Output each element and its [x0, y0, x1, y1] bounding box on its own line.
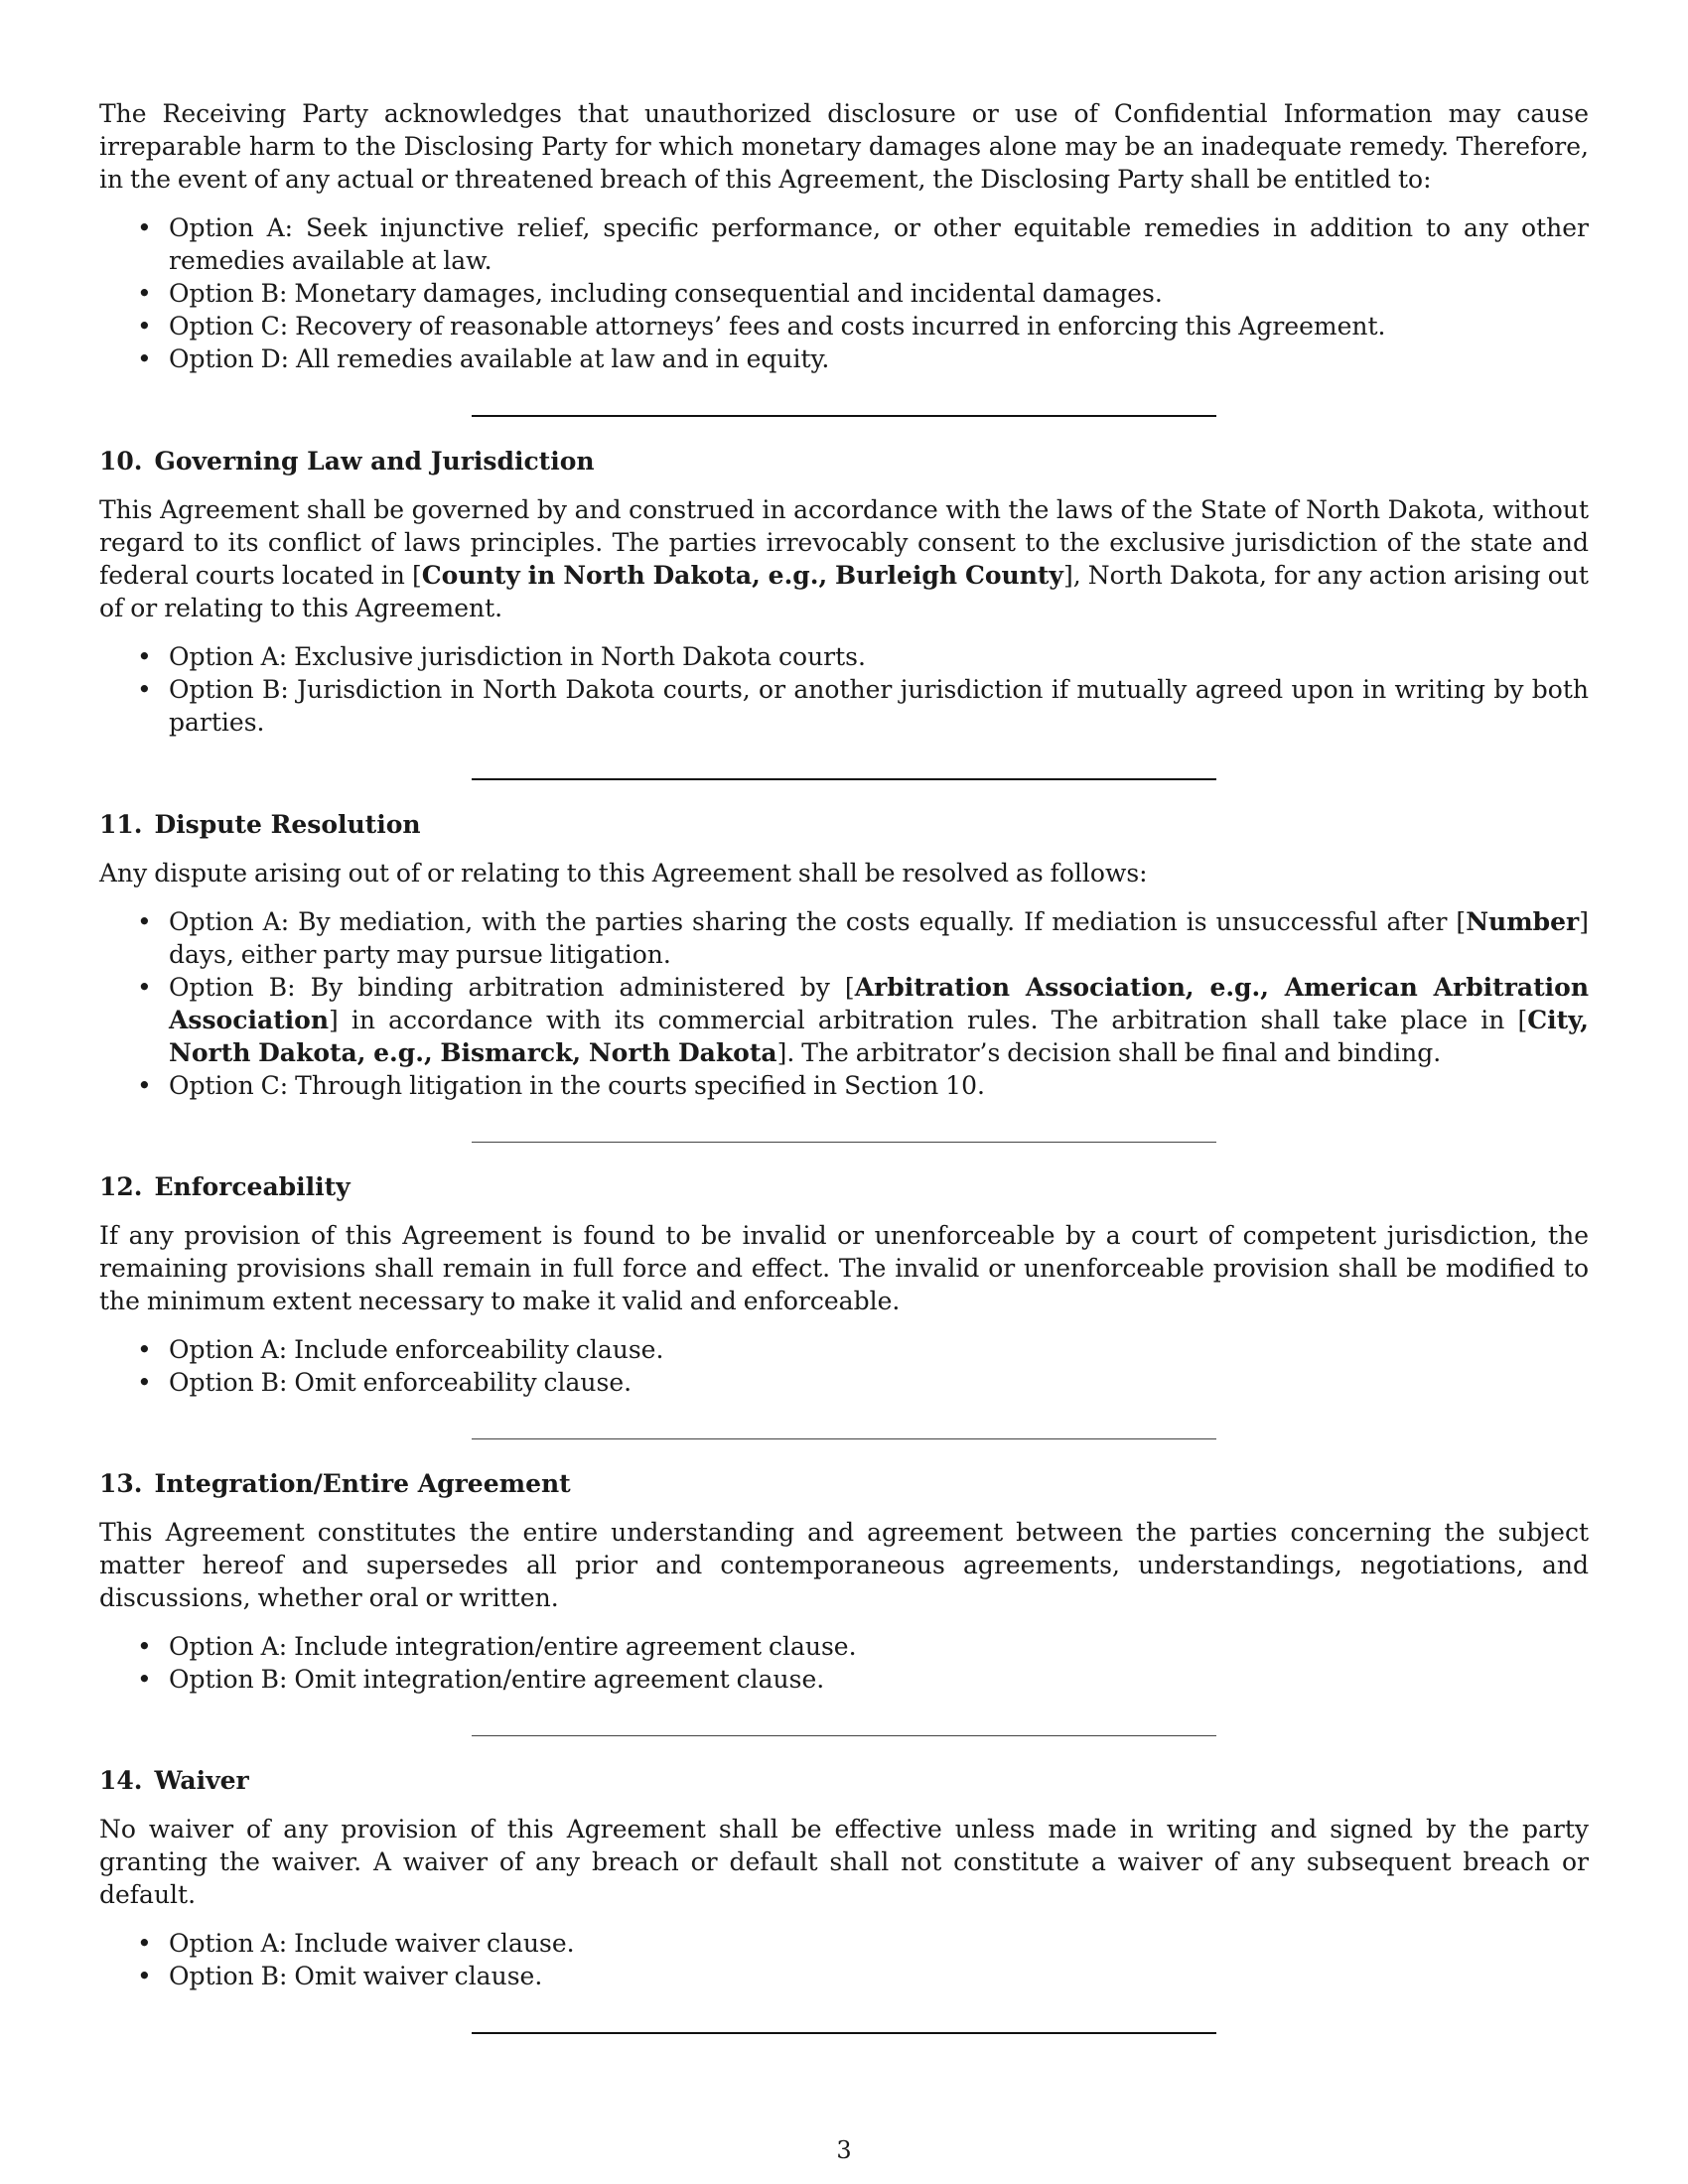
- section-11-options: [99, 905, 1589, 1102]
- bullet-icon: •: [137, 1665, 152, 1694]
- list-item: • Option B: Omit enforceability clause.: [137, 1368, 633, 1397]
- bullet-icon: •: [137, 642, 152, 671]
- list-item: • Option B: Jurisdiction in North Dakota courts, or another jurisdiction if mutually agreed upon in writing by both parties.: [137, 675, 1589, 737]
- section-12-options: [99, 1333, 1589, 1399]
- list-item: • Option A: Exclusive jurisdiction in North Dakota courts.: [137, 642, 866, 671]
- list-item: • Option A: Include enforceability clause.: [137, 1335, 664, 1364]
- list-item: • Option D: All remedies available at law and in equity.: [137, 344, 830, 373]
- section-heading-10: 10. Governing Law and Jurisdiction: [99, 447, 595, 476]
- bullet-icon: •: [137, 279, 152, 308]
- section-divider: [472, 1735, 1216, 1736]
- bullet-icon: •: [137, 213, 152, 242]
- section-heading-12: 12. Enforceability: [99, 1172, 351, 1201]
- section-10-options: [99, 640, 1589, 739]
- bullet-icon: •: [137, 1929, 152, 1958]
- section-divider: [472, 415, 1216, 417]
- section-13-options: [99, 1630, 1589, 1696]
- remedies-options: [99, 211, 1589, 375]
- bullet-icon: •: [137, 675, 152, 704]
- list-item: • Option C: Recovery of reasonable attorneys’ fees and costs incurred in enforcing this Agreement.: [137, 312, 1386, 341]
- section-13-paragraph: This Agreement constitutes the entire understanding and agreement between the parties concerning the subject matter hereof and supersedes all prior and contemporaneous agreements, understandings, negotiations, and discussions, whether oral or written.: [99, 1518, 1589, 1612]
- bullet-icon: •: [137, 344, 152, 373]
- list-item: • Option C: Through litigation in the courts specified in Section 10.: [137, 1071, 985, 1100]
- list-item: • Option A: Seek injunctive relief, specific performance, or other equitable remedies in addition to any other remedies available at law.: [137, 213, 1589, 275]
- bullet-icon: •: [137, 1335, 152, 1364]
- list-item: • Option A: By mediation, with the parties sharing the costs equally. If mediation is unsuccessful after [Number] days, either party may pursue litigation.: [137, 907, 1589, 969]
- list-item: • Option A: Include waiver clause.: [137, 1929, 575, 1958]
- section-divider: [472, 1438, 1216, 1439]
- section-12-paragraph: If any provision of this Agreement is found to be invalid or unenforceable by a court of competent jurisdiction, the remaining provisions shall remain in full force and effect. The invalid or unenforceable provision shall be modified to the minimum extent necessary to make it valid and enforceable.: [99, 1221, 1589, 1315]
- section-divider: [472, 2032, 1216, 2034]
- remedies-paragraph: The Receiving Party acknowledges that unauthorized disclosure or use of Confidential Information may cause irreparable harm to the Disclosing Party for which monetary damages alone may be an inadequate remedy. Therefore, in the event of any actual or threatened breach of this Agreement, the Disclosing Party shall be entitled to:: [99, 99, 1589, 194]
- bullet-icon: •: [137, 973, 152, 1002]
- section-heading-14: 14. Waiver: [99, 1766, 249, 1795]
- bullet-icon: •: [137, 1632, 152, 1661]
- section-14-options: [99, 1927, 1589, 1992]
- bullet-icon: •: [137, 312, 152, 341]
- bullet-icon: •: [137, 1962, 152, 1990]
- section-heading-11: 11. Dispute Resolution: [99, 810, 421, 839]
- section-14-paragraph: No waiver of any provision of this Agreement shall be effective unless made in writing and signed by the party granting the waiver. A waiver of any breach or default shall not constitute a waiver of any subsequent breach or default.: [99, 1815, 1589, 1909]
- bullet-icon: •: [137, 1368, 152, 1397]
- section-heading-13: 13. Integration/Entire Agreement: [99, 1469, 571, 1498]
- section-divider: [472, 1142, 1216, 1143]
- section-divider: [472, 778, 1216, 780]
- section-10-paragraph: This Agreement shall be governed by and construed in accordance with the laws of the State of North Dakota, without regard to its conflict of laws principles. The parties irrevocably consent to the exclusive jurisdiction of the state and federal courts located in [County in North Dakota, e.g., Burleigh County], North Dakota, for any action arising out of or relating to this Agreement.: [99, 495, 1589, 622]
- section-11-paragraph: Any dispute arising out of or relating to this Agreement shall be resolved as follows:: [99, 859, 1148, 887]
- document-page: [99, 97, 1589, 2034]
- list-item: • Option B: Omit waiver clause.: [137, 1962, 543, 1990]
- list-item: • Option B: By binding arbitration administered by [Arbitration Association, e.g., American Arbitration Association] in accordance with its commercial arbitration rules. The arbitration shall take place in [City, North Dakota, e.g., Bismarck, North Dakota]. The arbitrator’s decision shall be final and binding.: [137, 973, 1589, 1067]
- list-item: • Option A: Include integration/entire agreement clause.: [137, 1632, 857, 1661]
- list-item: • Option B: Monetary damages, including consequential and incidental damages.: [137, 279, 1163, 308]
- page-number: 3: [836, 2136, 852, 2164]
- bullet-icon: •: [137, 907, 152, 936]
- bullet-icon: •: [137, 1071, 152, 1100]
- list-item: • Option B: Omit integration/entire agreement clause.: [137, 1665, 825, 1694]
